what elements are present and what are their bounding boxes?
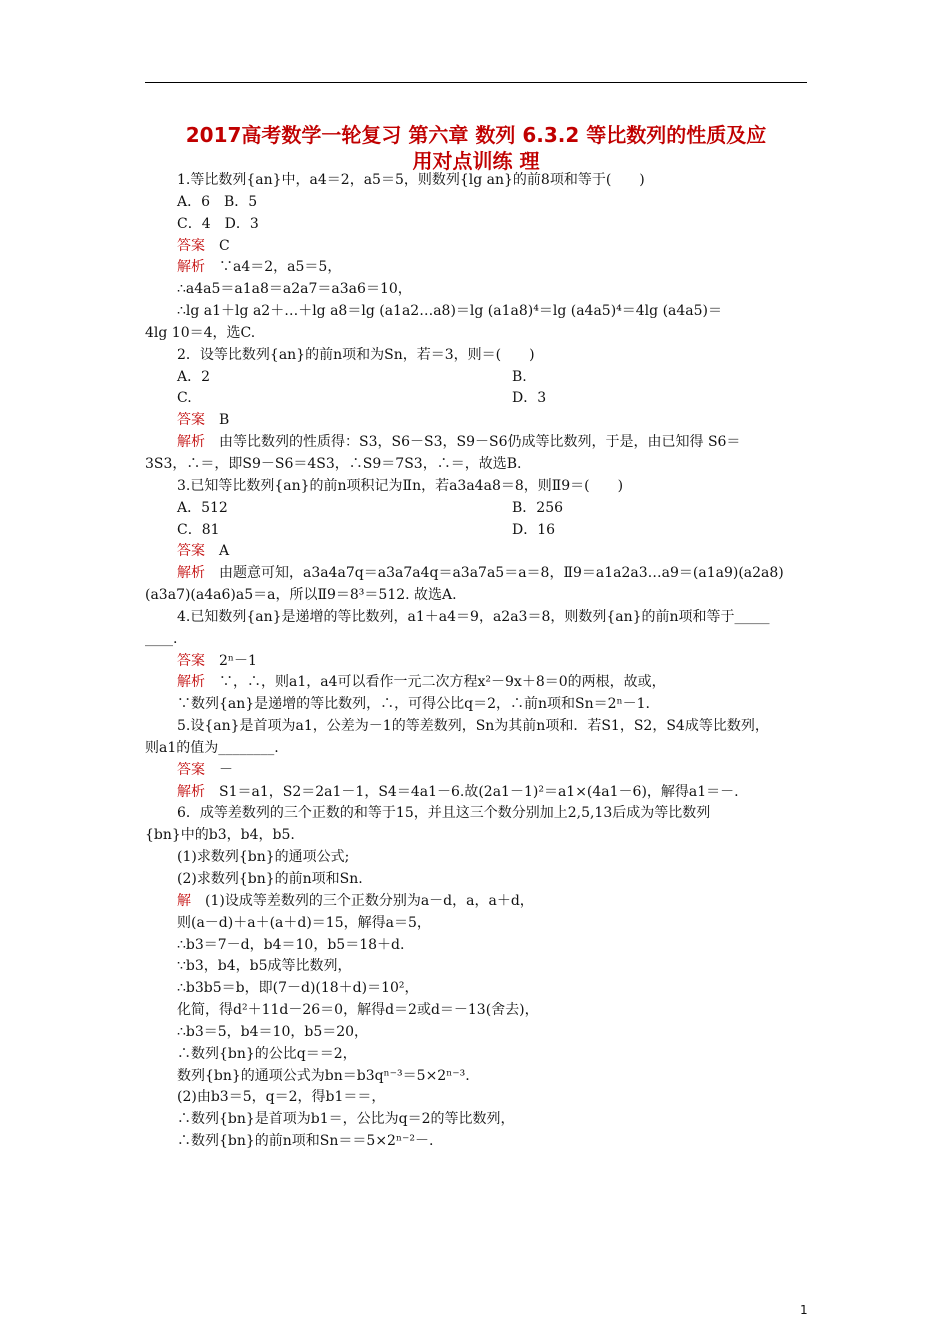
line-text: ∴数列{bn}的公比q＝＝2， [177,1045,357,1062]
text-line [145,1087,810,1109]
line-text: ∴数列{bn}是首项为b1＝，公比为q＝2的等比数列， [177,1111,515,1128]
line-text: 3.已知等比数列{an}的前n项积记为Ⅱn，若a3a4a8＝8，则Ⅱ9＝( ) [177,477,624,494]
line-text: 化简，得d²＋11d－26＝0，解得d＝2或d＝－13(舍去)， [177,1002,539,1019]
line-text: ∴b3＝5，b4＝10，b5＝20， [177,1023,369,1040]
text-line [145,978,810,1000]
line-text: A．2 [177,368,211,385]
text-line [145,825,810,847]
text-line [145,541,810,563]
text-line [145,1131,810,1153]
line-text: 4.已知数列{an}是递增的等比数列，a1＋a4＝9，a2a3＝8，则数列{an}的前n项和等于_____ [177,608,770,625]
answer-label: 答案 [177,761,205,778]
line-text: C．81 [177,521,220,538]
line-text: (1)设成等差数列的三个正数分别为a－d，a，a＋d， [191,892,534,909]
line-text: A [205,543,230,560]
line-text: (2)求数列{bn}的前n项和Sn. [177,871,363,887]
text-line [145,432,810,454]
answer-label: 答案 [177,412,205,429]
text-line [145,629,810,651]
text-line [145,1109,810,1131]
line-text: ∵数列{an}是递增的等比数列，∴，可得公比q＝2，∴前n项和Sn＝2ⁿ－1. [177,696,650,713]
text-line [145,257,810,279]
line-text: 2．设等比数列{an}的前n项和为Sn，若＝3，则＝( ) [177,346,535,363]
text-line [145,367,810,389]
option-right-column: B．256 [512,499,564,516]
text-line [145,345,810,367]
answer-label: 解析 [177,783,205,800]
line-text: 4lg 10＝4，选C. [145,324,256,341]
line-text: 5.设{an}是首项为a1，公差为－1的等差数列，Sn为其前n项和．若S1，S2，S4成等比数列， [177,718,769,735]
text-line [145,498,810,520]
text-line [145,1000,810,1022]
line-text: － [205,761,233,778]
line-text: (1)求数列{bn}的通项公式; [177,849,350,866]
text-line [145,170,810,192]
line-text: A．6 B．5 [177,193,258,210]
text-line [145,1066,810,1088]
text-line [145,476,810,498]
text-line [145,1022,810,1044]
text-line [145,760,810,782]
line-text: ∴lg a1＋lg a2＋…＋lg a8＝lg (a1a2…a8)＝lg (a1a8)⁴＝lg (a4a5)⁴＝4lg (a4a5)＝ [177,303,723,320]
text-line [145,847,810,869]
line-text: ∵b3，b4，b5成等比数列， [177,958,352,975]
text-line [145,410,810,432]
answer-label: 解析 [177,565,205,582]
line-text: B [205,412,230,429]
line-text: 数列{bn}的通项公式为bn＝b3qⁿ⁻³＝5×2ⁿ⁻³. [177,1067,470,1084]
text-line [145,869,810,891]
line-text: 由题意可知，a3a4a7q＝a3a7a4q＝a3a7a5＝a＝8，Ⅱ9＝a1a2a3…a9＝(a1a9)(a2a8) [205,565,784,582]
header-rule [145,82,807,83]
line-text: 由等比数列的性质得：S3，S6－S3，S9－S6仍成等比数列，于是，由已知得 S6＝ [205,434,741,451]
line-text: (2)由b3＝5，q＝2，得b1＝＝， [177,1089,386,1106]
line-text: 则(a－d)＋a＋(a＋d)＝15，解得a＝5， [177,914,431,931]
text-line [145,956,810,978]
line-text: ∴数列{bn}的前n项和Sn＝＝5×2ⁿ⁻²－. [177,1133,434,1150]
option-right-column: B. [512,368,527,385]
line-text: 1.等比数列{an}中，a4＝2，a5＝5，则数列{lg an}的前8项和等于( ) [177,172,645,188]
answer-label: 答案 [177,652,205,669]
answer-label: 解析 [177,259,205,276]
line-text: (a3a7)(a4a6)a5＝a，所以Ⅱ9＝8³＝512. 故选A. [145,587,457,604]
text-line [145,279,810,301]
text-line [145,585,810,607]
text-line [145,913,810,935]
text-line [145,935,810,957]
text-line [145,301,810,323]
text-line [145,454,810,476]
answer-label: 答案 [177,237,205,254]
page-number: 1 [800,1303,808,1317]
line-text: C．4 D．3 [177,215,259,232]
line-text: ∴b3b5＝b，即(7－d)(18＋d)＝10²， [177,980,419,997]
option-right-column: D．16 [512,521,556,538]
text-line [145,803,810,825]
text-line [145,563,810,585]
text-line [145,1044,810,1066]
line-text: A．512 [177,499,228,516]
text-line [145,891,810,913]
text-line [145,323,810,345]
document-title [120,122,832,174]
text-line [145,214,810,236]
text-line [145,236,810,258]
text-line [145,716,810,738]
document-body [145,170,810,1153]
line-text: ____. [145,630,178,647]
line-text: {bn}中的b3，b4，b5. [145,827,295,844]
text-line [145,694,810,716]
answer-label: 解析 [177,674,205,691]
text-line [145,607,810,629]
line-text: S1＝a1，S2＝2a1－1，S4＝4a1－6.故(2a1－1)²＝a1×(4a1－6)，解得a1＝－. [205,783,739,800]
line-text: ∴b3＝7－d，b4＝10，b5＝18＋d. [177,936,405,953]
line-text: ∵a4＝2，a5＝5， [205,259,342,276]
line-text: C [205,237,230,254]
answer-label: 解 [177,892,191,909]
line-text: ∵，∴，则a1，a4可以看作一元二次方程x²－9x＋8＝0的两根，故或， [205,674,666,691]
text-line [145,782,810,804]
answer-label: 答案 [177,543,205,560]
line-text: ∴a4a5＝a1a8＝a2a7＝a3a6＝10， [177,281,412,298]
answer-label: 解析 [177,434,205,451]
line-text: C. [177,390,192,407]
text-line [145,738,810,760]
text-line [145,388,810,410]
text-line [145,192,810,214]
title-line-2: 用对点训练 理 [412,149,540,173]
text-line [145,672,810,694]
title-line-1: 2017高考数学一轮复习 第六章 数列 6.3.2 等比数列的性质及应 [185,123,767,147]
line-text: 则a1的值为________. [145,739,279,756]
line-text: 2ⁿ－1 [205,652,257,669]
option-right-column: D．3 [512,390,547,407]
line-text: 6．成等差数列的三个正数的和等于15，并且这三个数分别加上2,5,13后成为等比数列 [177,805,711,822]
text-line [145,520,810,542]
line-text: 3S3，∴＝，即S9－S6＝4S3，∴S9＝7S3，∴＝，故选B. [145,455,522,472]
text-line [145,651,810,673]
